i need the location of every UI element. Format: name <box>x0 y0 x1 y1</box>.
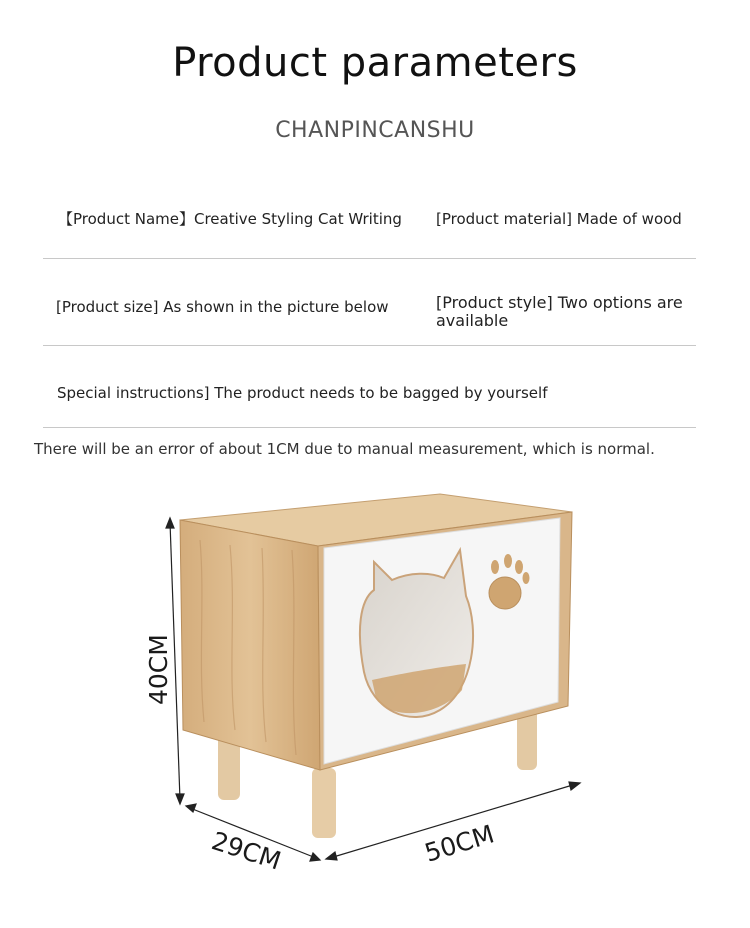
depth-label: 29CM <box>208 826 285 876</box>
param-product-style: [Product style] Two options are available <box>436 293 683 330</box>
measurement-note: There will be an error of about 1CM due to manual measurement, which is normal. <box>34 440 655 458</box>
leg-front-left <box>312 768 336 838</box>
param-product-size: [Product size] As shown in the picture below <box>56 298 389 316</box>
param-product-material: [Product material] Made of wood <box>436 210 682 228</box>
param-product-name: 【Product Name】Creative Styling Cat Writing <box>58 210 402 228</box>
paw-hole <box>489 577 521 609</box>
leg-back-right <box>517 710 537 770</box>
row-divider <box>43 427 696 428</box>
height-label: 40CM <box>144 634 173 705</box>
width-label: 50CM <box>421 819 498 868</box>
row-divider <box>43 258 696 259</box>
product-image <box>0 470 750 928</box>
page-subtitle: CHANPINCANSHU <box>275 118 475 143</box>
row-divider <box>43 345 696 346</box>
param-special-instructions: Special instructions] The product needs to be bagged by yourself <box>57 384 548 402</box>
page-title: Product parameters <box>172 40 578 86</box>
